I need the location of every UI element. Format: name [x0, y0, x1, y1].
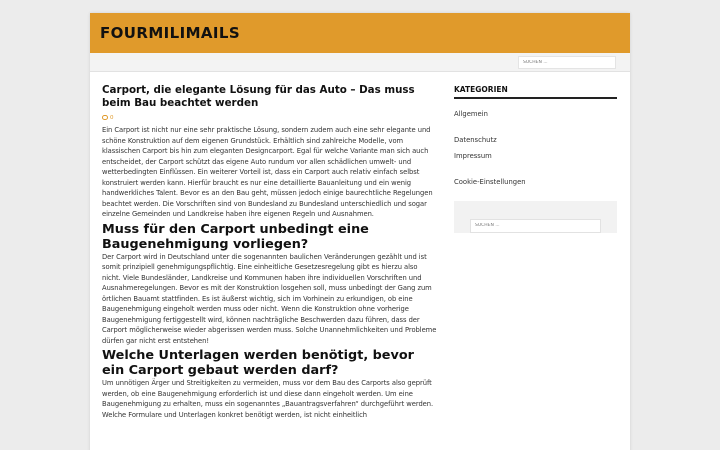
- sidebar-search-input[interactable]: [470, 219, 601, 233]
- category-item-datenschutz[interactable]: [454, 135, 617, 145]
- category-link[interactable]: Allgemein: [454, 110, 488, 118]
- sidebar: [454, 84, 617, 233]
- site-header: [90, 13, 630, 53]
- main-content: [102, 84, 437, 420]
- category-link[interactable]: Cookie-Einstellungen: [454, 178, 526, 186]
- section-text-unterlagen: Um unnötigen Ärger und Streitigkeiten zu vermeiden, muss vor dem Bau des Carports also geprüft werden, ob eine Baugenehmigung erforderlich ist und diese dann eingeholt werden. Um eine Baugenehmigung zu erhalten, muss ein sogenanntes „Bauantragsverfahren“ durchgeführt werden. Welche Formulare und Unterlagen konkret benötigt werden, ist nicht einheitlich: [102, 379, 434, 419]
- section-heading-baugenehmigung: Muss für den Carport unbedingt eine Baugenehmigung vorliegen?: [102, 221, 369, 252]
- comment-count[interactable]: 0: [110, 115, 114, 121]
- category-item-impressum[interactable]: [454, 151, 617, 161]
- section-heading-unterlagen: Welche Unterlagen werden benötigt, bevor ein Carport gebaut werden darf?: [102, 348, 414, 378]
- section-text-baugenehmigung: Der Carport wird in Deutschland unter die sogenannten baulichen Veränderungen gezählt und ist somit prinzipiell genehmigungspflichtig. Eine einheitliche Gesetzesregelung gibt es hierzu also nicht. Viele Bundesländer, Landkreise und Kommunen haben ihre individuellen Vorschriften und Ausnahmeregelungen. Bevor es mit der Konstruktion losgehen soll, muss unbedingt der Gang zum örtlichen Bauamt stattfinden. Es ist äußerst wichtig, sich im Vorhinein zu erkundigen, ob eine Baugenehmigung eingeholt werden muss oder nicht. Wenn die Konstruktion ohne vorherige Baugenehmigung fertiggestellt wird, können nachträgliche Beschwerden dazu führen, dass der Carport möglicherweise wieder abgerissen werden muss. Solche Unannehmlichkeiten und Probleme dürfen gar nicht erst entstehen!: [102, 252, 437, 345]
- category-item-cookie-einstellungen[interactable]: [454, 177, 617, 187]
- article-intro: Ein Carport ist nicht nur eine sehr praktische Lösung, sondern zudem auch eine sehr elegante und schöne Konstruktion auf dem eigenen Grundstück. Erhältlich sind zahlreiche Modelle, vom klassischen Carport bis hin zum eleganten Designcarport. Egal für welche Variante man sich auch entscheidet, der Carport schützt das eigene Auto rundum vor allen schädlichen umwelt- und wetterbedingten Einflüssen. Ein weiterer Vorteil ist, dass ein Carport auch relativ einfach selbst konstruiert werden kann. Hierfür braucht es nur eine detaillierte Bauanleitung und ein wenig handwerkliches Talent. Bevor es an den Bau geht, müssen jedoch einige baurechtliche Regelungen beachtet werden. Die Vorschriften sind von Bundesland zu Bundesland unterschiedlich und sogar einzelne Gemeinden und Landkreise haben ihre eigenen Regeln und Ausnahmen.: [102, 126, 433, 218]
- page-wrapper: [90, 13, 630, 450]
- header-search-input[interactable]: [518, 56, 616, 69]
- top-bar: [90, 53, 630, 72]
- category-item-allgemein[interactable]: [454, 109, 617, 119]
- comment-icon: [102, 115, 108, 120]
- site-title[interactable]: FOURMILIMAILS: [100, 24, 241, 42]
- article-title: Carport, die elegante Lösung für das Auto – Das muss beim Bau beachtet werden: [102, 84, 415, 109]
- category-link[interactable]: Datenschutz: [454, 136, 497, 144]
- categories-list: [454, 109, 617, 187]
- category-link[interactable]: Impressum: [454, 152, 492, 160]
- categories-widget-title: KATEGORIEN: [454, 84, 617, 99]
- article-meta: [102, 114, 437, 125]
- sidebar-search-widget: [454, 201, 617, 233]
